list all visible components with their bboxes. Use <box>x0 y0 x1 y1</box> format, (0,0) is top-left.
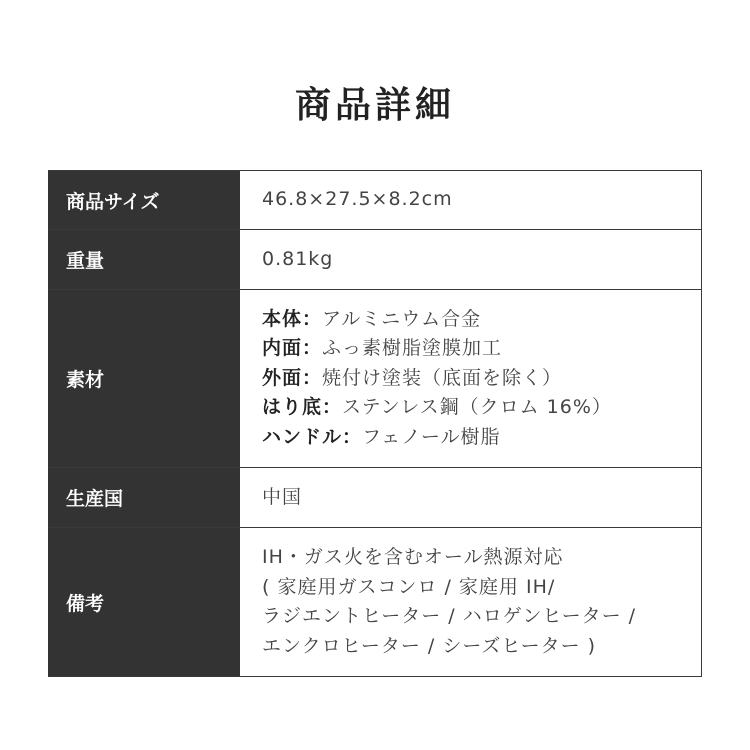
notes-line: ( 家庭用ガスコンロ / 家庭用 IH/ <box>262 575 556 598</box>
notes-line: エンクロヒーター / シーズヒーター ) <box>262 634 597 657</box>
spec-value-notes <box>240 528 701 676</box>
spec-label-material: 素材 <box>48 290 240 467</box>
material-item-inner <box>262 334 701 364</box>
spec-label-notes: 備考 <box>48 528 240 676</box>
material-key: 外面： <box>262 366 323 389</box>
material-key: ハンドル： <box>262 425 363 448</box>
spec-label-weight: 重量 <box>48 230 240 289</box>
material-item-body <box>262 305 701 335</box>
notes-line: IH・ガス火を含むオール熱源対応 <box>262 546 564 568</box>
spec-value-origin <box>240 468 701 527</box>
material-key: 内面： <box>262 337 323 360</box>
spec-row-weight <box>48 230 702 290</box>
spec-row-size <box>48 171 702 230</box>
spec-value-size-text: 46.8×27.5×8.2cm <box>262 188 453 211</box>
material-item-outer <box>262 364 701 394</box>
spec-table <box>48 170 702 677</box>
material-text: ふっ素樹脂塗膜加工 <box>322 337 503 360</box>
spec-label-origin: 生産国 <box>48 468 240 527</box>
spec-value-weight <box>240 230 701 289</box>
spec-value-size <box>240 171 701 229</box>
material-text: アルミニウム合金 <box>322 307 482 330</box>
spec-label-size: 商品サイズ <box>48 171 240 229</box>
spec-row-material <box>48 290 702 468</box>
material-text: フェノール樹脂 <box>362 425 501 448</box>
material-item-handle <box>262 423 701 453</box>
spec-value-origin-text: 中国 <box>262 485 303 508</box>
material-key: 本体： <box>262 307 323 330</box>
spec-row-origin <box>48 468 702 528</box>
spec-value-weight-text: 0.81kg <box>262 247 334 270</box>
material-text: ステンレス鋼（クロム 16%） <box>342 396 612 419</box>
spec-row-notes <box>48 528 702 677</box>
material-key: はり底： <box>262 396 343 419</box>
page-title: 商品詳細 <box>294 85 455 126</box>
spec-value-material <box>240 290 701 467</box>
material-text: 焼付け塗装（底面を除く） <box>322 366 563 389</box>
notes-line: ラジエントヒーター / ハロゲンヒーター / <box>262 605 637 627</box>
material-item-bottom <box>262 393 701 423</box>
